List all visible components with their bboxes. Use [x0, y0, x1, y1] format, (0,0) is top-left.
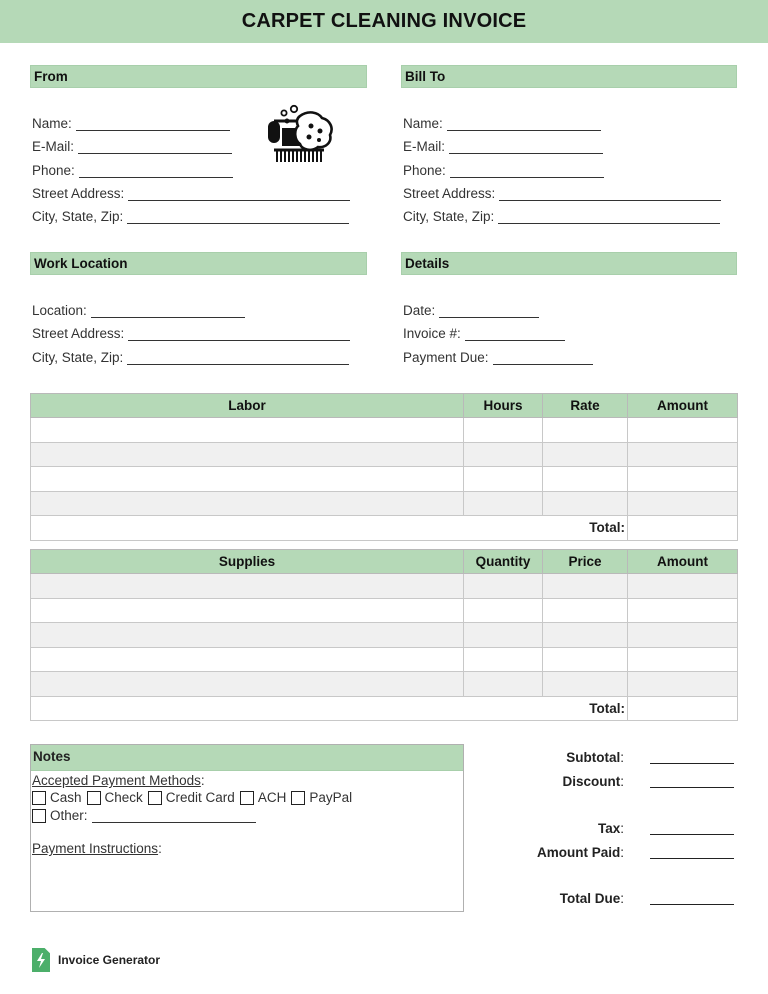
bill-to-phone-label: Phone:	[403, 163, 446, 178]
instructions-colon: :	[158, 841, 162, 856]
hours-cell[interactable]	[464, 491, 543, 516]
credit-card-checkbox[interactable]	[148, 791, 162, 805]
accepted-payment-methods-label	[32, 773, 205, 788]
amount-cell[interactable]	[628, 623, 738, 648]
from-city-field[interactable]	[32, 209, 349, 224]
table-row	[31, 623, 738, 648]
work-location-label: Location:	[32, 303, 87, 318]
amount-cell[interactable]	[628, 647, 738, 672]
payment-instructions-text: Payment Instructions	[32, 841, 159, 856]
rate-cell[interactable]	[543, 491, 628, 516]
hours-cell[interactable]	[464, 442, 543, 467]
quantity-cell[interactable]	[464, 672, 543, 697]
amount-paid-line[interactable]	[650, 858, 734, 859]
notes-box	[30, 744, 464, 912]
bill-to-city-label: City, State, Zip:	[403, 209, 495, 224]
payment-methods-row	[32, 790, 354, 805]
rate-cell[interactable]	[543, 418, 628, 443]
other-checkbox[interactable]	[32, 809, 46, 823]
supplies-col-header: Supplies	[31, 550, 464, 574]
work-street-line[interactable]	[128, 327, 350, 341]
supplies-total-row	[31, 696, 738, 721]
amount-cell[interactable]	[628, 467, 738, 492]
from-street-line[interactable]	[128, 187, 350, 201]
quantity-cell[interactable]	[464, 623, 543, 648]
other-method-row	[32, 808, 256, 823]
hours-cell[interactable]	[464, 418, 543, 443]
accepted-payment-methods-text: Accepted Payment Methods	[32, 773, 201, 788]
amount-paid-label	[424, 845, 624, 860]
amount-paid-colon: :	[620, 845, 624, 860]
hours-cell[interactable]	[464, 467, 543, 492]
bill-to-city-field[interactable]	[403, 209, 720, 224]
amount-cell[interactable]	[628, 598, 738, 623]
price-cell[interactable]	[543, 623, 628, 648]
paypal-checkbox[interactable]	[291, 791, 305, 805]
work-location-line[interactable]	[91, 304, 245, 318]
price-col-header: Price	[543, 550, 628, 574]
from-phone-line[interactable]	[79, 164, 233, 178]
table-row	[31, 598, 738, 623]
supply-cell[interactable]	[31, 574, 464, 599]
discount-colon: :	[620, 774, 624, 789]
other-label: Other:	[50, 808, 88, 823]
footer-label: Invoice Generator	[58, 953, 161, 967]
check-label: Check	[104, 790, 143, 805]
cash-checkbox[interactable]	[32, 791, 46, 805]
tax-colon: :	[620, 821, 624, 836]
table-row	[31, 672, 738, 697]
labor-cell[interactable]	[31, 491, 464, 516]
bill-to-street-line[interactable]	[499, 187, 721, 201]
labor-table	[30, 393, 738, 541]
labor-amount-col-header: Amount	[628, 394, 738, 418]
supplies-total-label: Total:	[31, 696, 628, 721]
price-cell[interactable]	[543, 647, 628, 672]
footer-brand	[32, 948, 160, 972]
labor-header-row	[31, 394, 738, 418]
total-due-text: Total Due	[559, 891, 621, 906]
tax-line[interactable]	[650, 834, 734, 835]
supply-cell[interactable]	[31, 623, 464, 648]
quantity-cell[interactable]	[464, 598, 543, 623]
work-city-label: City, State, Zip:	[32, 350, 124, 365]
from-city-line[interactable]	[127, 210, 349, 224]
bill-to-phone-line[interactable]	[450, 164, 604, 178]
bill-to-street-label: Street Address:	[403, 186, 496, 201]
supply-cell[interactable]	[31, 598, 464, 623]
bill-to-phone-field[interactable]	[403, 163, 604, 178]
from-email-label: E-Mail:	[32, 139, 75, 154]
invoice-title-bar	[0, 0, 768, 43]
quantity-cell[interactable]	[464, 647, 543, 672]
date-field[interactable]	[403, 303, 539, 318]
table-row	[31, 574, 738, 599]
amount-cell[interactable]	[628, 418, 738, 443]
amount-cell[interactable]	[628, 672, 738, 697]
from-city-label: City, State, Zip:	[32, 209, 124, 224]
work-city-line[interactable]	[127, 351, 349, 365]
from-phone-label: Phone:	[32, 163, 75, 178]
from-email-field[interactable]	[32, 139, 232, 154]
subtotal-colon: :	[620, 750, 624, 765]
ach-checkbox[interactable]	[240, 791, 254, 805]
hours-col-header: Hours	[464, 394, 543, 418]
labor-total-label: Total:	[31, 516, 628, 541]
payment-due-label: Payment Due:	[403, 350, 489, 365]
table-row	[31, 467, 738, 492]
from-email-line[interactable]	[78, 140, 232, 154]
amount-cell[interactable]	[628, 442, 738, 467]
supplies-table	[30, 549, 738, 721]
bill-to-city-line[interactable]	[498, 210, 720, 224]
bill-to-email-label: E-Mail:	[403, 139, 446, 154]
price-cell[interactable]	[543, 672, 628, 697]
total-due-colon: :	[620, 891, 624, 906]
labor-total-row	[31, 516, 738, 541]
from-name-label: Name:	[32, 116, 72, 131]
work-location-header: Work Location	[30, 252, 367, 275]
discount-text: Discount	[562, 774, 621, 789]
price-cell[interactable]	[543, 598, 628, 623]
from-phone-field[interactable]	[32, 163, 233, 178]
invoice-number-label: Invoice #:	[403, 326, 461, 341]
from-header: From	[30, 65, 367, 88]
from-name-line[interactable]	[76, 117, 230, 131]
subtotal-label	[424, 750, 624, 765]
rate-cell[interactable]	[543, 467, 628, 492]
labor-col-header: Labor	[31, 394, 464, 418]
amount-paid-text: Amount Paid	[536, 845, 621, 860]
table-row	[31, 491, 738, 516]
payment-due-line[interactable]	[493, 351, 593, 365]
credit-card-label: Credit Card	[165, 790, 235, 805]
labor-cell[interactable]	[31, 442, 464, 467]
paypal-label: PayPal	[309, 790, 353, 805]
bill-to-header: Bill To	[401, 65, 737, 88]
total-due-label	[424, 891, 624, 906]
supplies-header-row	[31, 550, 738, 574]
payment-due-field[interactable]	[403, 350, 593, 365]
other-line[interactable]	[92, 809, 256, 823]
tax-text: Tax	[597, 821, 621, 836]
table-row	[31, 418, 738, 443]
table-row	[31, 442, 738, 467]
ach-label: ACH	[257, 790, 287, 805]
bill-to-email-line[interactable]	[449, 140, 603, 154]
work-city-field[interactable]	[32, 350, 349, 365]
work-location-field[interactable]	[32, 303, 245, 318]
details-header: Details	[401, 252, 737, 275]
quantity-cell[interactable]	[464, 574, 543, 599]
from-street-field[interactable]	[32, 186, 350, 201]
lightning-bolt-icon	[32, 948, 50, 972]
from-street-label: Street Address:	[32, 186, 125, 201]
work-street-label: Street Address:	[32, 326, 125, 341]
subtotal-text: Subtotal	[566, 750, 621, 765]
date-label: Date:	[403, 303, 436, 318]
amount-cell[interactable]	[628, 491, 738, 516]
labor-cell[interactable]	[31, 418, 464, 443]
work-street-field[interactable]	[32, 326, 350, 341]
invoice-title: CARPET CLEANING INVOICE	[241, 10, 527, 32]
rate-cell[interactable]	[543, 442, 628, 467]
subtotal-line[interactable]	[650, 763, 734, 764]
price-cell[interactable]	[543, 574, 628, 599]
accepted-colon: :	[200, 773, 205, 788]
rate-col-header: Rate	[543, 394, 628, 418]
check-checkbox[interactable]	[87, 791, 101, 805]
table-row	[31, 647, 738, 672]
bill-to-email-field[interactable]	[403, 139, 603, 154]
tax-label	[424, 821, 624, 836]
date-line[interactable]	[439, 304, 539, 318]
labor-cell[interactable]	[31, 467, 464, 492]
total-due-line[interactable]	[650, 904, 734, 905]
supplies-amount-col-header: Amount	[628, 550, 738, 574]
discount-line[interactable]	[650, 787, 734, 788]
carpet-cleaning-icon	[264, 104, 336, 168]
bill-to-name-line[interactable]	[447, 117, 601, 131]
bill-to-name-field[interactable]	[403, 116, 601, 131]
invoice-number-line[interactable]	[465, 327, 565, 341]
quantity-col-header: Quantity	[464, 550, 543, 574]
discount-label	[424, 774, 624, 789]
from-name-field[interactable]	[32, 116, 230, 131]
supply-cell[interactable]	[31, 647, 464, 672]
invoice-number-field[interactable]	[403, 326, 565, 341]
labor-total-cell[interactable]	[628, 516, 738, 541]
notes-header: Notes	[31, 745, 463, 771]
cash-label: Cash	[50, 790, 82, 805]
supplies-total-cell[interactable]	[628, 696, 738, 721]
payment-instructions-label	[32, 841, 162, 856]
amount-cell[interactable]	[628, 574, 738, 599]
supply-cell[interactable]	[31, 672, 464, 697]
bill-to-street-field[interactable]	[403, 186, 721, 201]
bill-to-name-label: Name:	[403, 116, 443, 131]
